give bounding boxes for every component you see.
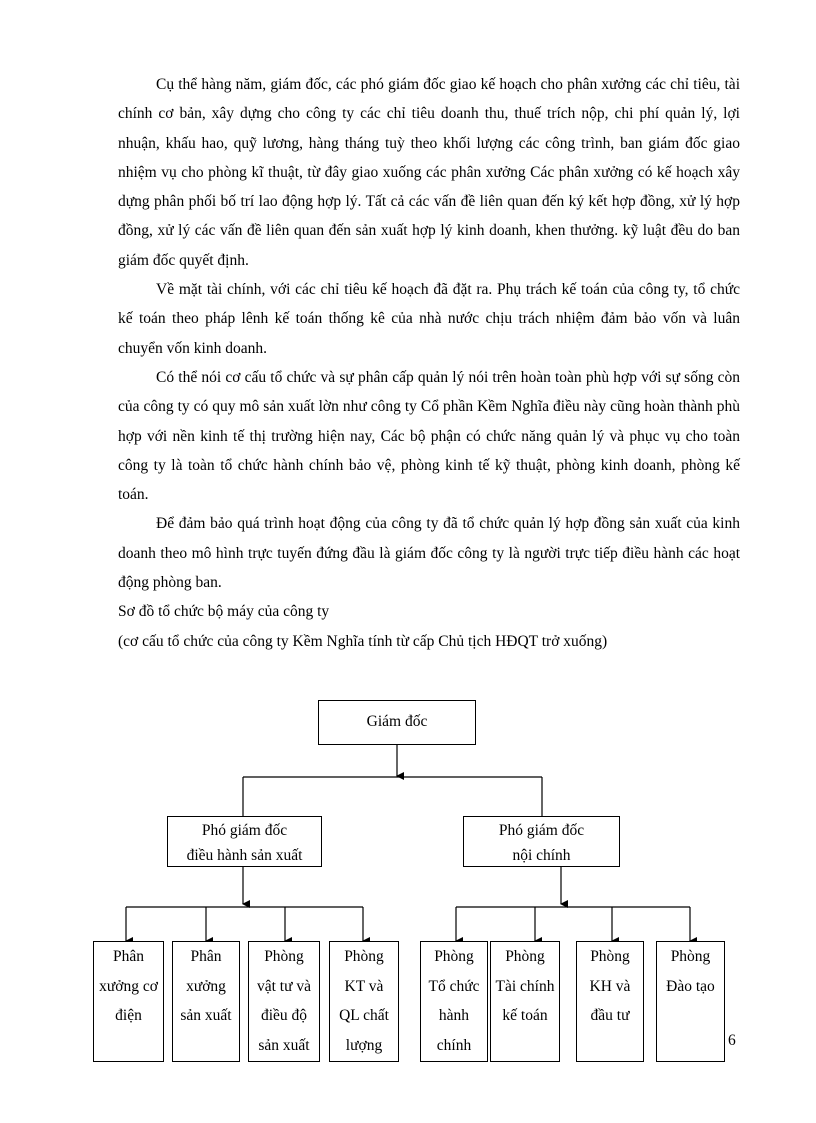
- paragraph-2: Về mặt tài chính, với các chỉ tiêu kế hoạch đã đặt ra. Phụ trách kế toán của công ty, tổ chức kế toán theo pháp lênh kế toán thống kê của nhà nước chịu trách nhiệm đảm bảo vốn và luân chuyển vốn kinh doanh.: [118, 281, 740, 357]
- director-label: Giám đốc: [366, 713, 428, 730]
- director-box: [318, 700, 476, 745]
- dept-box-kh-dau-tu: Phòng KH và đầu tư: [576, 941, 644, 1062]
- chart-title: Sơ đồ tổ chức bộ máy của công ty: [118, 603, 330, 621]
- dept-box-co-dien: Phân xưởng cơ điện: [93, 941, 164, 1062]
- dept-box-kt-ql: Phòng KT và QL chất lượng: [329, 941, 399, 1062]
- deputy-production-box: Phó giám đốc điều hành sản xuất: [167, 816, 322, 867]
- paragraph-3: Có thể nói cơ cấu tổ chức và sự phân cấp quản lý nói trên hoàn toàn phù hợp với sự sống còn của công ty có quy mô sản xuất lờn như công ty Cổ phần Kềm Nghĩa điều này cũng hoàn thành phù hợp với nền kinh tế thị trường hiện nay, Các bộ phận có chức năng quản lý và phục vụ cho toàn công ty là toàn tổ chức hành chính bảo vệ, phòng kinh tế kỹ thuật, phòng kinh doanh, phòng kế toán.: [118, 368, 740, 504]
- deputy-internal-box: Phó giám đốc nội chính: [463, 816, 620, 867]
- page-number: 6: [728, 1032, 736, 1049]
- dept-box-to-chuc: Phòng Tổ chức hành chính: [420, 941, 488, 1062]
- dept-box-san-xuat: Phân xưởng sản xuất: [172, 941, 240, 1062]
- dept-box-vat-tu: Phòng vật tư và điều độ sản xuất: [248, 941, 320, 1062]
- dept-box-tai-chinh: Phòng Tài chính kế toán: [490, 941, 560, 1062]
- dept-box-dao-tao: Phòng Đào tạo: [656, 941, 725, 1062]
- paragraph-1: Cụ thể hàng năm, giám đốc, các phó giám đốc giao kế hoạch cho phân xưởng các chỉ tiêu, tài chính cơ bản, xây dựng cho công ty các chỉ tiêu doanh thu, thuế trích nộp, chi phí quản lý, lợi nhuận, khấu hao, quỹ lương, hàng tháng tuỳ theo khối lượng các công trình, ban giám đốc giao nhiệm vụ cho phòng kĩ thuật, từ đây giao xuống các phân xưởng Các phân xưởng có kế hoạch xây dựng phân phối bố trí lao động hợp lý. Tất cả các vấn đề liên quan đến ký kết hợp đồng, xử lý hợp đồng, xử lý các vấn đề liên quan đến sản xuất hợp lý kinh doanh, khen thưởng. kỹ luật đều do ban giám đốc quyết định.: [118, 76, 740, 269]
- paragraph-4: Để đảm bảo quá trình hoạt động của công ty đã tổ chức quản lý hợp đồng sản xuất của kinh doanh theo mô hình trực tuyến đứng đầu là giám đốc công ty là người trực tiếp điều hành các hoạt động phòng ban.: [118, 515, 740, 592]
- chart-subtitle: (cơ cấu tổ chức của công ty Kềm Nghĩa tính từ cấp Chủ tịch HĐQT trở xuống): [118, 632, 608, 650]
